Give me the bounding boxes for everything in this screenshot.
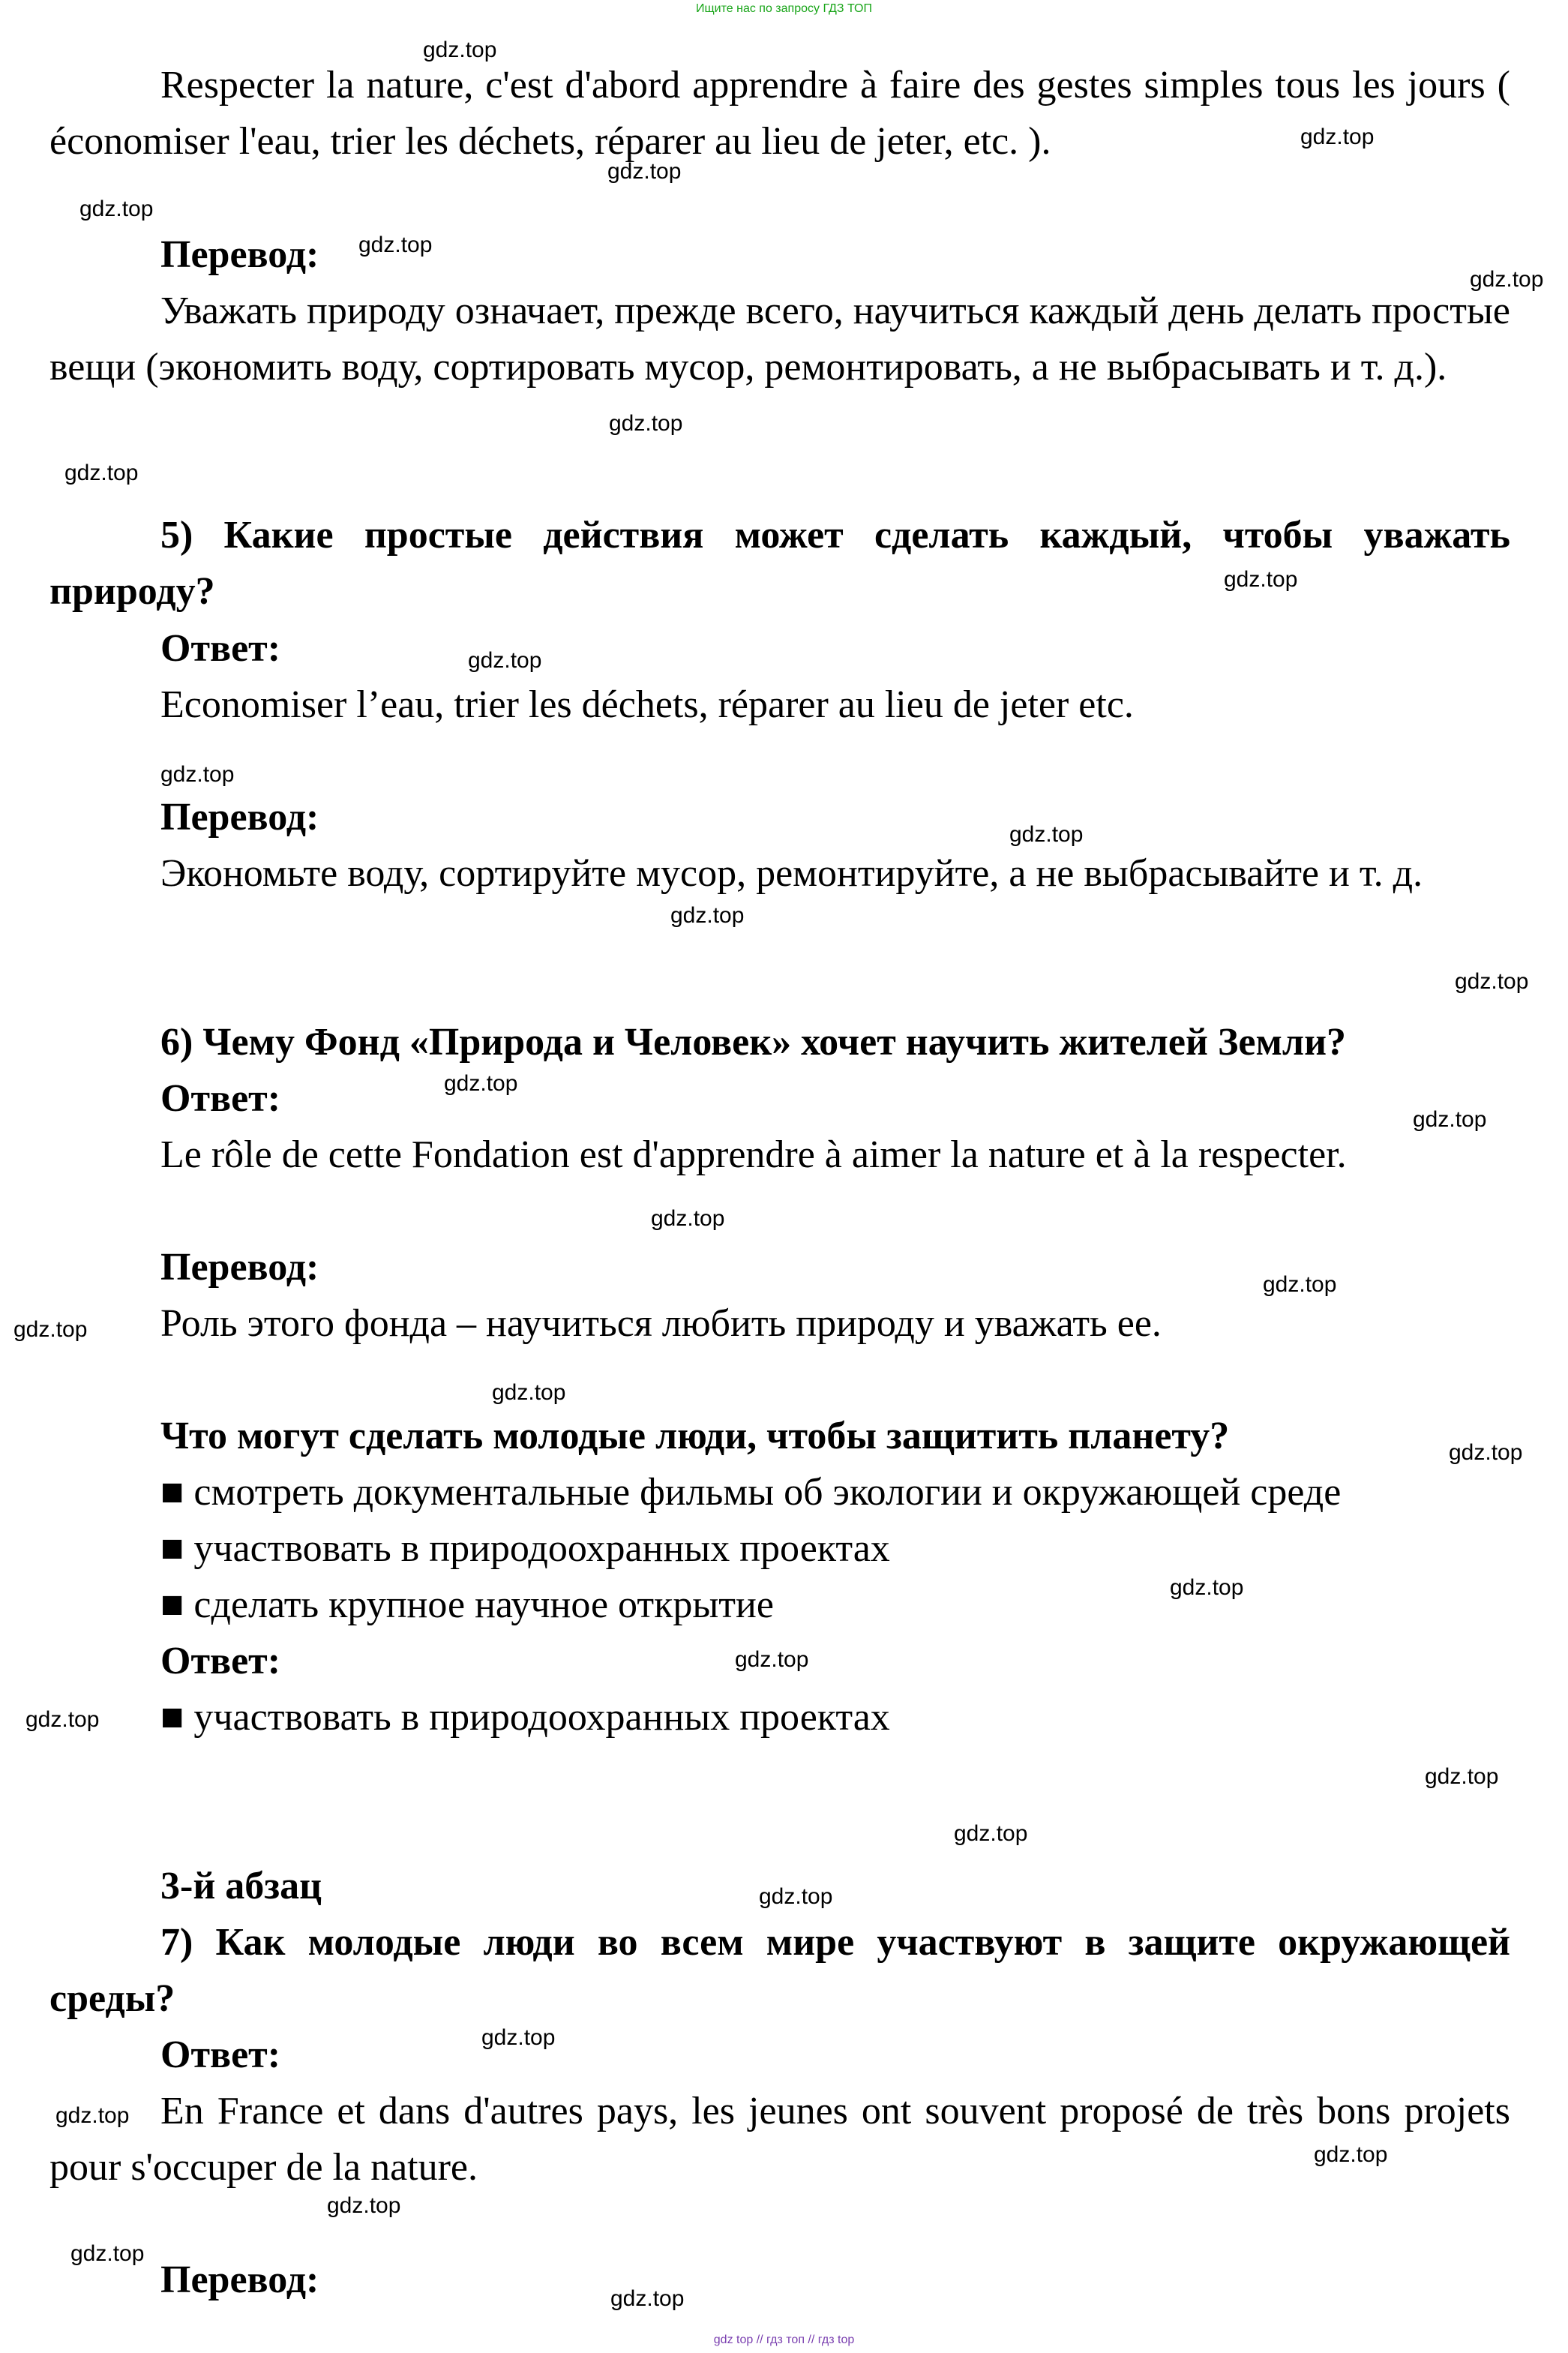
watermark-text: gdz.top [492, 1380, 566, 1405]
watermark-text: gdz.top [670, 903, 745, 928]
watermark-text: gdz.top [55, 2103, 130, 2128]
watermark-text: gdz.top [444, 1071, 518, 1096]
label-translation-7: Перевод: [160, 2258, 319, 2301]
bottom-banner: gdz top // гдз топ // гдз top [713, 2333, 855, 2346]
answer-5-russian: Экономьте воду, сортируйте мусор, ремонтируйте, а не выбрасывайте и т. д. [160, 852, 1423, 895]
option-2: ■ участвовать в природоохранных проектах [160, 1527, 890, 1570]
section-heading-3: 3-й абзац [160, 1865, 322, 1907]
question-5: 5) Какие простые действия может сделать каждый, чтобы уважать природу? [49, 514, 1510, 613]
watermark-text: gdz.top [358, 233, 433, 257]
watermark-text: gdz.top [481, 2025, 556, 2050]
answer-7-french: En France et dans d'autres pays, les jeunes ont souvent proposé de très bons projets pour s'occuper de la nature. [49, 2090, 1510, 2189]
top-banner: Ищите нас по запросу ГДЗ ТОП [696, 2, 872, 15]
watermark-text: gdz.top [1224, 567, 1298, 592]
watermark-text: gdz.top [423, 38, 497, 62]
watermark-text: gdz.top [79, 197, 154, 221]
watermark-text: gdz.top [160, 762, 235, 787]
watermark-text: gdz.top [327, 2193, 401, 2218]
label-translation-6: Перевод: [160, 1246, 319, 1289]
watermark-text: gdz.top [64, 461, 139, 485]
question-7: 7) Как молодые люди во всем мире участвуют в защите окружающей среды? [49, 1921, 1510, 2020]
watermark-text: gdz.top [1455, 969, 1529, 994]
option-1: ■ смотреть документальные фильмы об экологии и окружающей среде [160, 1471, 1342, 1514]
watermark-text: gdz.top [1263, 1272, 1337, 1297]
label-answer-5: Ответ: [160, 627, 281, 670]
answer-6-french: Le rôle de cette Fondation est d'apprendre à aimer la nature et à la respecter. [160, 1133, 1347, 1176]
watermark-text: gdz.top [1425, 1764, 1499, 1789]
watermark-text: gdz.top [759, 1884, 833, 1909]
watermark-text: gdz.top [651, 1206, 725, 1231]
answer-5-french: Economiser l’eau, trier les déchets, réparer au lieu de jeter etc. [160, 683, 1134, 726]
answer-6-russian: Роль этого фонда – научиться любить природу и уважать ее. [160, 1302, 1162, 1345]
label-answer-youth: Ответ: [160, 1640, 281, 1682]
watermark-text: gdz.top [1009, 822, 1084, 847]
question-youth: Что могут сделать молодые люди, чтобы защитить планету? [160, 1415, 1230, 1457]
label-translation-1: Перевод: [160, 233, 319, 276]
label-answer-7: Ответ: [160, 2033, 281, 2076]
watermark-text: gdz.top [1449, 1440, 1523, 1465]
watermark-text: gdz.top [13, 1317, 88, 1342]
watermark-text: gdz.top [954, 1821, 1028, 1846]
watermark-text: gdz.top [70, 2241, 145, 2266]
label-answer-6: Ответ: [160, 1077, 281, 1120]
label-translation-5: Перевод: [160, 796, 319, 839]
watermark-text: gdz.top [1314, 2142, 1388, 2167]
watermark-text: gdz.top [607, 159, 682, 184]
watermark-text: gdz.top [1413, 1107, 1487, 1132]
paragraph-french-1: Respecter la nature, c'est d'abord apprendre à faire des gestes simples tous les jours ( économiser l'eau, trier les déchets, réparer au lieu de jeter, etc. ). [49, 64, 1510, 163]
answer-youth: ■ участвовать в природоохранных проектах [160, 1696, 890, 1739]
watermark-text: gdz.top [25, 1707, 100, 1732]
watermark-text: gdz.top [468, 648, 542, 673]
watermark-text: gdz.top [1170, 1575, 1244, 1600]
option-3: ■ сделать крупное научное открытие [160, 1583, 774, 1626]
question-6: 6) Чему Фонд «Природа и Человек» хочет научить жителей Земли? [160, 1021, 1347, 1064]
watermark-text: gdz.top [735, 1647, 809, 1672]
watermark-text: gdz.top [610, 2286, 685, 2311]
watermark-text: gdz.top [1470, 267, 1544, 292]
paragraph-russian-1: Уважать природу означает, прежде всего, научиться каждый день делать простые вещи (экономить воду, сортировать мусор, ремонтировать, а не выбрасывать и т. д.). [49, 290, 1510, 389]
watermark-text: gdz.top [1300, 125, 1375, 149]
watermark-text: gdz.top [609, 411, 683, 436]
